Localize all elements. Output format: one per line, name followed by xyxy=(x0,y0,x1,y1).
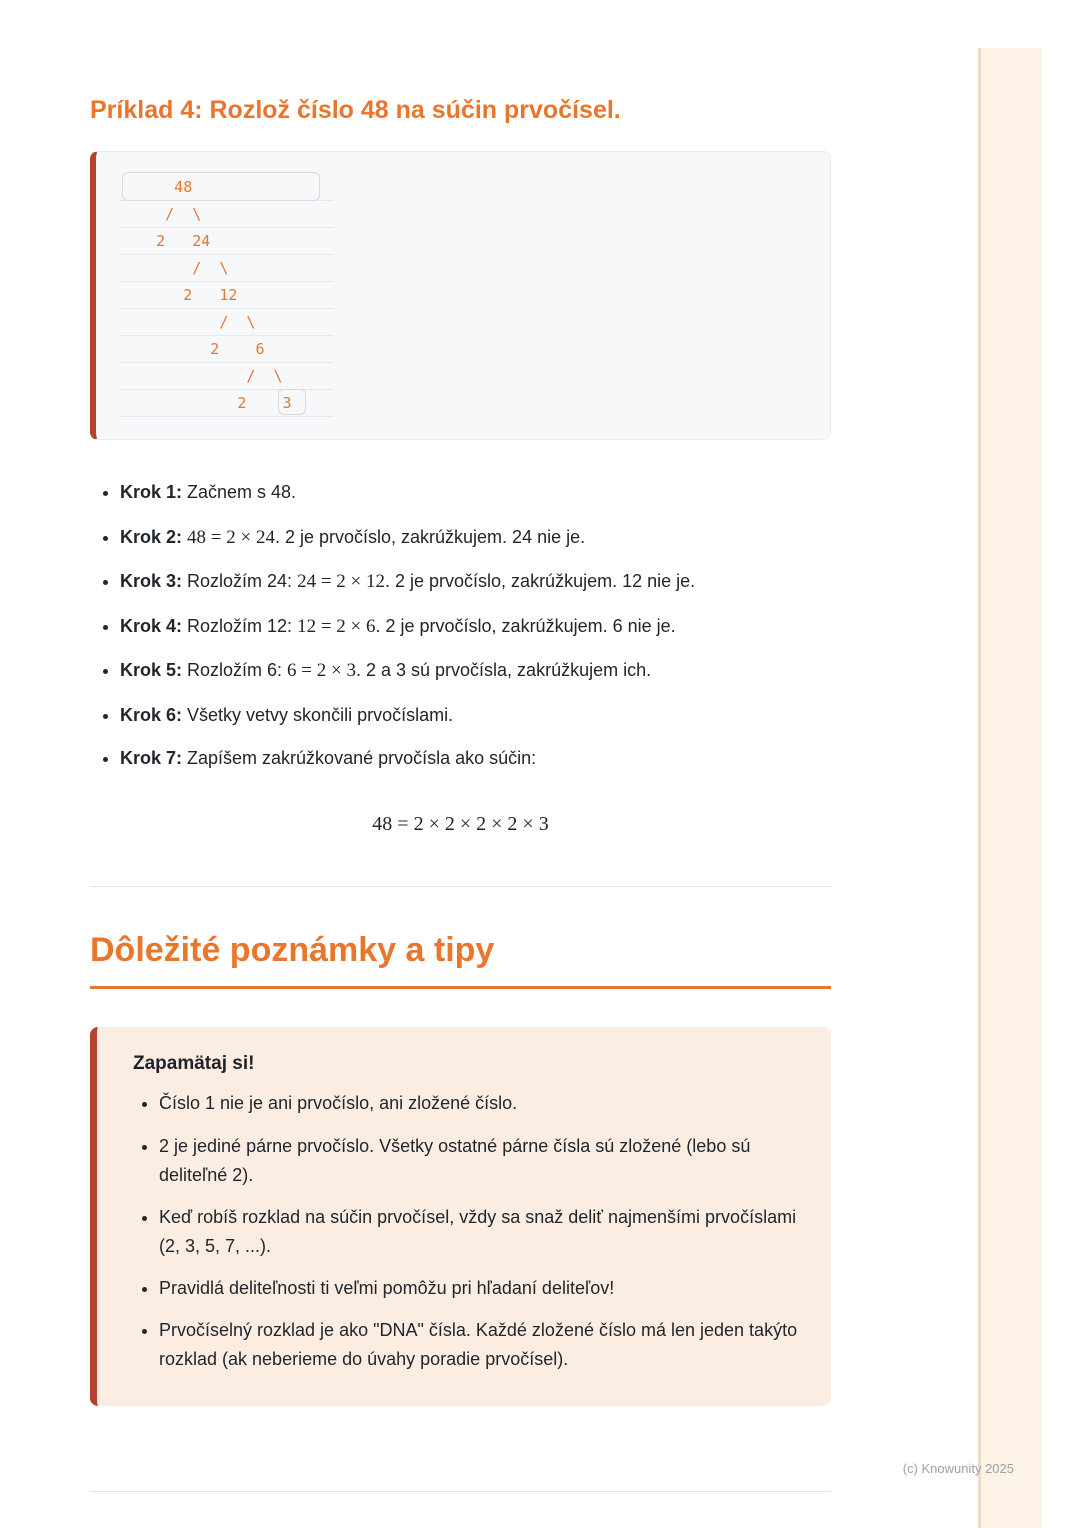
list-item xyxy=(120,658,831,685)
step-math: 6 = 2 × 3 xyxy=(287,660,356,682)
document-page xyxy=(90,0,831,1406)
factor-tree: 48 / \ 2 24 / \ 2 12 / \ 2 6 / \ 2 3 xyxy=(120,174,334,417)
section-divider xyxy=(90,886,831,887)
step-text: . 2 je prvočíslo, zakrúžkujem. 12 nie je. xyxy=(385,571,696,592)
copyright: (c) Knowunity 2025 xyxy=(902,1461,1014,1476)
step-label: Krok 6: xyxy=(120,704,183,725)
adjacent-page-edge xyxy=(978,48,1042,1528)
list-item xyxy=(120,569,831,596)
step-math: 12 = 2 × 6 xyxy=(297,615,376,637)
page-bottom-divider xyxy=(90,1491,831,1492)
step-label: Krok 1: xyxy=(120,482,183,502)
steps-list xyxy=(90,480,831,771)
step-math: 48 = 2 × 24 xyxy=(187,526,275,548)
callout-title: Zapamätaj si! xyxy=(133,1053,255,1075)
factor-tree-block xyxy=(90,151,831,440)
step-label: Krok 2: xyxy=(120,526,183,547)
remember-callout xyxy=(90,1027,831,1405)
step-text: . 2 je prvočíslo, zakrúžkujem. 6 nie je. xyxy=(375,615,676,636)
step-text: . 2 je prvočíslo, zakrúžkujem. 24 nie je. xyxy=(274,526,586,547)
list-item xyxy=(120,480,831,507)
step-label: Krok 5: xyxy=(120,660,183,681)
example-heading: Príklad 4: Rozlož číslo 48 na súčin prvočísel. xyxy=(90,96,621,124)
step-text: Začnem s 48. xyxy=(182,482,297,502)
list-item: • 2 je jediné párne prvočíslo. Všetky ostatné párne čísla sú zložené (lebo sú deliteľné 2). xyxy=(159,1132,801,1190)
step-text: Rozložím 12: xyxy=(182,615,298,636)
step-text: . 2 a 3 sú prvočísla, zakrúžkujem ich. xyxy=(355,660,652,681)
step-math: 24 = 2 × 12 xyxy=(297,571,385,593)
notes-heading: Dôležité poznámky a tipy xyxy=(90,931,831,989)
list-item xyxy=(120,746,831,771)
list-item: • Pravidlá deliteľnosti ti veľmi pomôžu pri hľadaní deliteľov! xyxy=(159,1274,801,1303)
step-label: Krok 4: xyxy=(120,615,183,636)
list-item: • Keď robíš rozklad na súčin prvočísel, vždy sa snaž deliť najmenšími prvočíslami (2, 3, 5, 7, ...). xyxy=(159,1203,801,1261)
list-item xyxy=(120,525,831,552)
step-text: Všetky vetvy skončili prvočíslami. xyxy=(182,704,454,725)
step-text: Zapíšem zakrúžkované prvočísla ako súčin: xyxy=(182,748,537,769)
step-label: Krok 7: xyxy=(120,748,183,769)
list-item: • Číslo 1 nie je ani prvočíslo, ani zložené číslo. xyxy=(159,1089,801,1118)
product-formula: 48 = 2 × 2 × 2 × 2 × 3 xyxy=(372,813,549,836)
list-item: • Prvočíselný rozklad je ako "DNA" čísla. Každé zložené číslo má len jeden takýto rozklad (ak neberieme do úvahy poradie prvočísel). xyxy=(159,1316,801,1374)
step-text: Rozložím 6: xyxy=(182,660,288,681)
list-item xyxy=(120,703,831,728)
step-text: Rozložím 24: xyxy=(182,571,298,592)
list-item xyxy=(120,614,831,641)
callout-list xyxy=(133,1089,801,1374)
step-label: Krok 3: xyxy=(120,571,183,592)
